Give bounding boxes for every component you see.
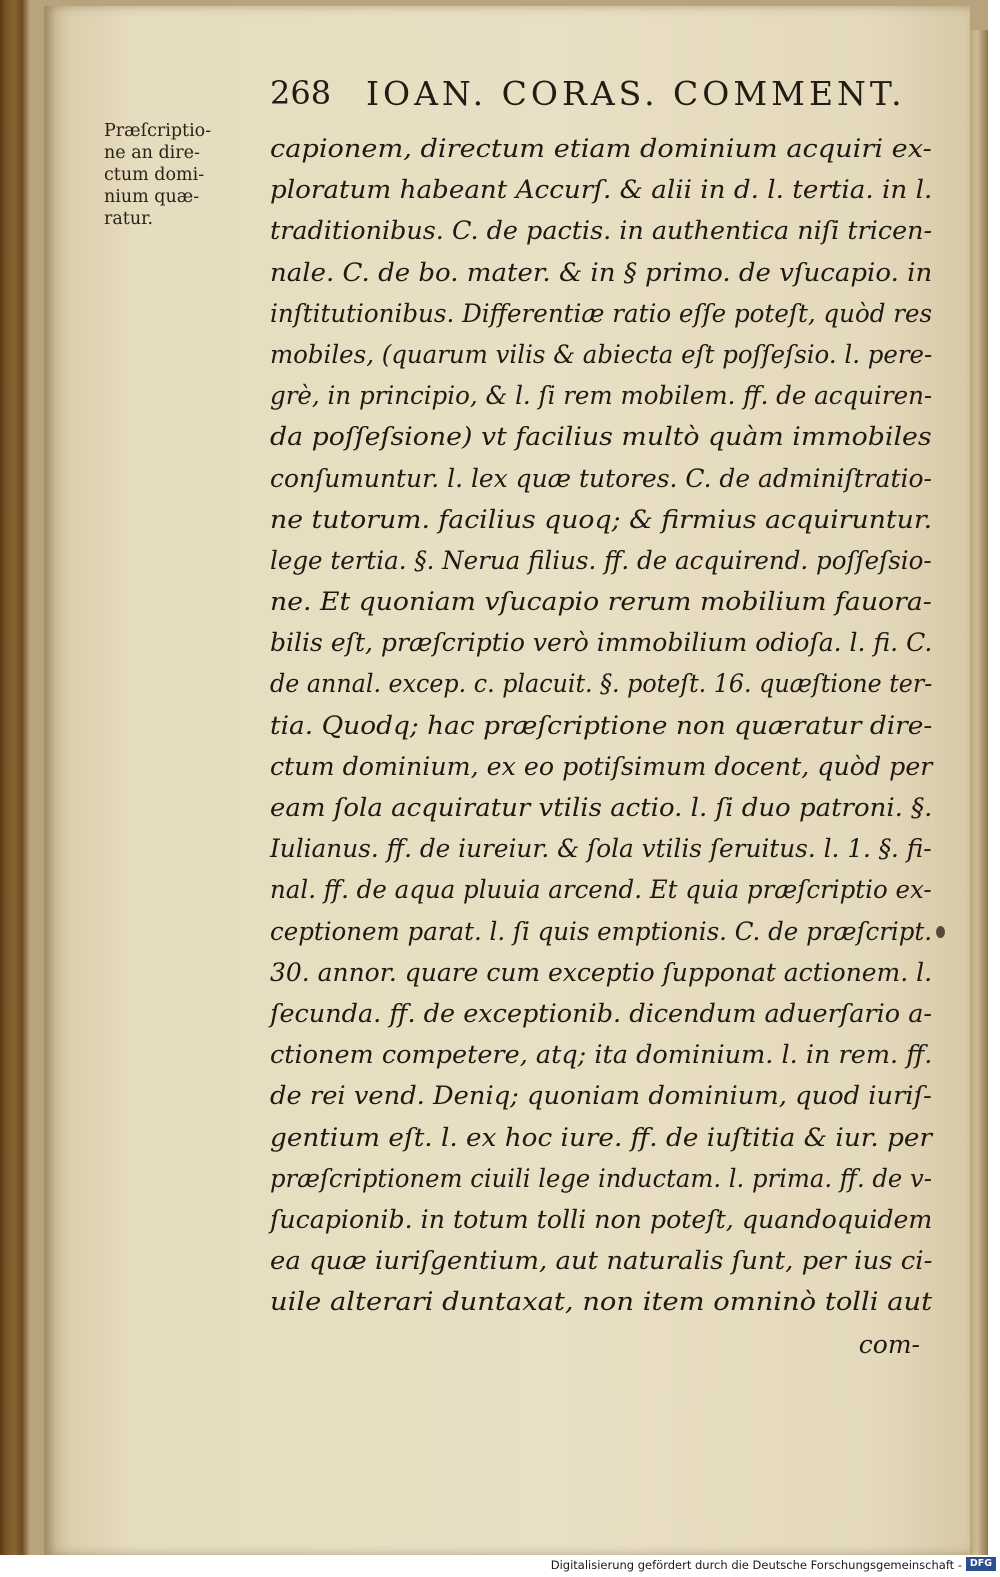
body-text: [270, 128, 935, 1322]
text-line: ploratum habeant Accurſ. & alii in d. l. tertia. in l.: [270, 175, 933, 205]
text-line: ſucapionib. in totum tolli non poteſt, quandoquidem: [270, 1204, 933, 1234]
text-line: lege tertia. §. Nerua filius. ff. de acquirend. poſſeſsio-: [270, 545, 932, 575]
text-line: nale. C. de bo. mater. & in § primo. de vſucapio. in: [270, 257, 933, 287]
text-line: tia. Quodq; hac præſcriptione non quæratur dire-: [270, 710, 933, 740]
text-line: Iulianus. ff. de iureiur. & ſola vtilis ſeruitus. l. 1. §. fi-: [270, 834, 932, 864]
text-line: de rei vend. Deniq; quoniam dominium, quod iuriſ-: [270, 1081, 932, 1111]
text-line: ceptionem parat. l. ſi quis emptionis. C. de præſcript.: [270, 916, 933, 946]
text-line: ſecunda. ff. de exceptionib. dicendum aduerſario a-: [270, 998, 933, 1028]
marginal-note-line: nium quæ-: [104, 187, 200, 207]
text-line: ne tutorum. facilius quoq; & firmius acquiruntur.: [270, 504, 933, 534]
text-line: nal. ff. de aqua pluuia arcend. Et quia præſcriptio ex-: [270, 875, 932, 905]
marginal-note: [104, 120, 264, 230]
dfg-logo: DFG: [966, 1557, 996, 1571]
text-line: 30. annor. quare cum exceptio ſupponat actionem. l.: [270, 957, 933, 987]
text-line: bilis eſt, præſcriptio verò immobilium odioſa. l. fi. C.: [270, 628, 933, 658]
text-line: de annal. excep. c. placuit. §. poteſt. 16. quæſtione ter-: [270, 669, 933, 699]
text-line: da poſſeſsione) vt facilius multò quàm immobiles: [270, 422, 932, 452]
text-line: traditionibus. C. de pactis. in authentica niſi tricen-: [270, 216, 933, 246]
text-line: inſtitutionibus. Differentiæ ratio eſſe poteſt, quòd res: [270, 298, 933, 328]
text-line: eam ſola acquiratur vtilis actio. l. ſi duo patroni. §.: [270, 793, 933, 822]
marginal-note-line: Præſcriptio-: [104, 121, 212, 141]
text-line: ctum dominium, ex eo potiſsimum docent, quòd per: [270, 751, 933, 781]
digitization-credit: Digitalisierung gefördert durch die Deutsche Forschungsgemeinschaft -: [550, 1558, 962, 1572]
text-line: ne. Et quoniam vſucapio rerum mobilium fauora-: [270, 587, 932, 617]
text-line: ea quæ iuriſgentium, aut naturalis ſunt, per ius ci-: [270, 1246, 933, 1276]
text-line: mobiles, (quarum vilis & abiecta eſt poſſeſsio. l. pere-: [270, 339, 933, 369]
text-line: grè, in principio, & l. ſi rem mobilem. ff. de acquiren-: [270, 381, 933, 411]
marginal-note-line: ratur.: [104, 209, 154, 229]
text-line: gentium eſt. l. ex hoc iure. ff. de iuſtitia & iur. per: [270, 1122, 933, 1152]
ink-spot: [936, 926, 945, 938]
catchword: com-: [858, 1330, 920, 1359]
page-edge: [970, 30, 988, 1555]
marginal-note-line: ne an dire-: [104, 143, 200, 163]
text-line: capionem, directum etiam dominium acquiri ex-: [270, 134, 932, 163]
text-line: conſumuntur. l. lex quæ tutores. C. de adminiſtratio-: [270, 463, 932, 493]
text-line: ctionem competere, atq; ita dominium. l. in rem. ff.: [270, 1040, 933, 1070]
page-number: 268: [270, 74, 332, 112]
text-line: præſcriptionem ciuili lege inductam. l. prima. ff. de v-: [270, 1163, 932, 1193]
text-line: uile alterari duntaxat, non item omninò tolli aut: [270, 1287, 933, 1317]
page-header: [270, 68, 906, 118]
marginal-note-line: ctum domi-: [104, 165, 205, 185]
running-head: IOAN. CORAS. COMMENT.: [366, 74, 906, 113]
